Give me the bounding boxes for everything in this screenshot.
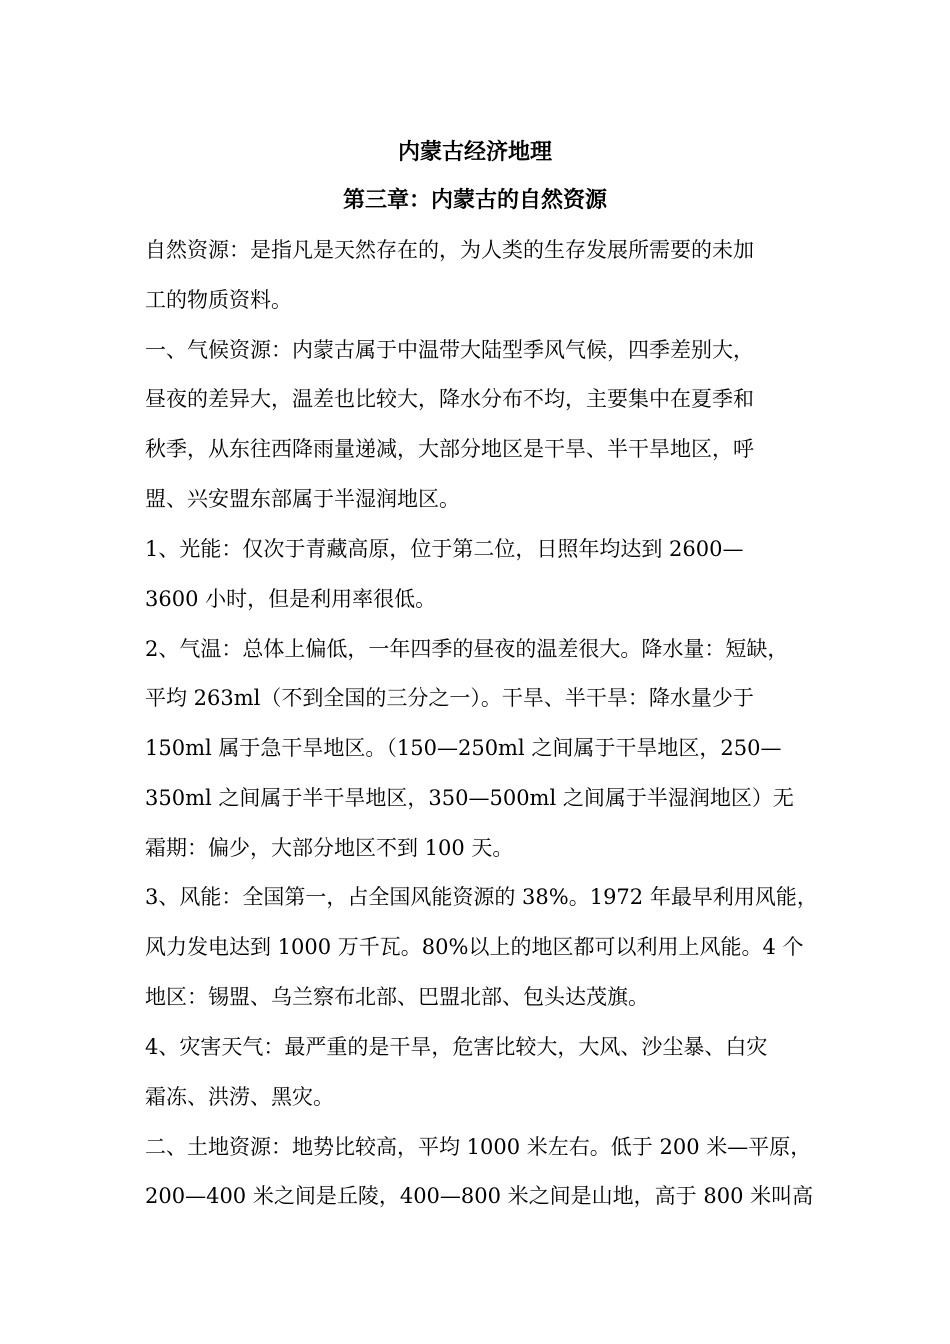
body-line: 150ml 属于急干旱地区。（150—250ml 之间属于干旱地区，250—: [145, 736, 782, 760]
body-line: 工的物质资料。: [145, 288, 292, 312]
body-line: 风力发电达到 1000 万千瓦。80%以上的地区都可以利用上风能。4 个: [145, 935, 804, 959]
body-line: 200—400 米之间是丘陵，400—800 米之间是山地，高于 800 米叫高: [145, 1184, 814, 1208]
body-line: 一、气候资源：内蒙古属于中温带大陆型季风气候，四季差别大，: [145, 338, 754, 362]
body-line: 秋季，从东往西降雨量递减，大部分地区是干旱、半干旱地区，呼: [145, 437, 754, 461]
body-line: 平均 263ml（不到全国的三分之一）。干旱、半干旱：降水量少于: [145, 686, 754, 710]
body-line: 3600 小时，但是利用率很低。: [145, 587, 437, 611]
body-line: 2、气温：总体上偏低，一年四季的昼夜的温差很大。降水量：短缺，: [145, 637, 789, 661]
body-line: 地区：锡盟、乌兰察布北部、巴盟北部、包头达茂旗。: [145, 985, 649, 1009]
body-line: 3、风能：全国第一，占全国风能资源的 38%。1972 年最早利用风能，: [145, 885, 818, 909]
body-line: 4、灾害天气：最严重的是干旱，危害比较大，大风、沙尘暴、白灾: [145, 1035, 768, 1059]
body-line: 霜冻、洪涝、黑灾。: [145, 1085, 334, 1109]
body-line: 盟、兴安盟东部属于半湿润地区。: [145, 487, 460, 511]
body-line: 昼夜的差异大，温差也比较大，降水分布不均，主要集中在夏季和: [145, 387, 754, 411]
body-line: 1、光能：仅次于青藏高原，位于第二位，日照年均达到 2600—: [145, 537, 744, 561]
body-line: 350ml 之间属于半干旱地区，350—500ml 之间属于半湿润地区）无: [145, 786, 794, 810]
body-line: 霜期：偏少，大部分地区不到 100 天。: [145, 836, 514, 860]
chapter-title: 第三章：内蒙古的自然资源: [342, 187, 607, 213]
document-title: 内蒙古经济地理: [397, 139, 552, 165]
body-line: 二、土地资源：地势比较高，平均 1000 米左右。低于 200 米—平原，: [145, 1135, 812, 1159]
body-line: 自然资源：是指凡是天然存在的，为人类的生存发展所需要的未加: [145, 238, 754, 262]
